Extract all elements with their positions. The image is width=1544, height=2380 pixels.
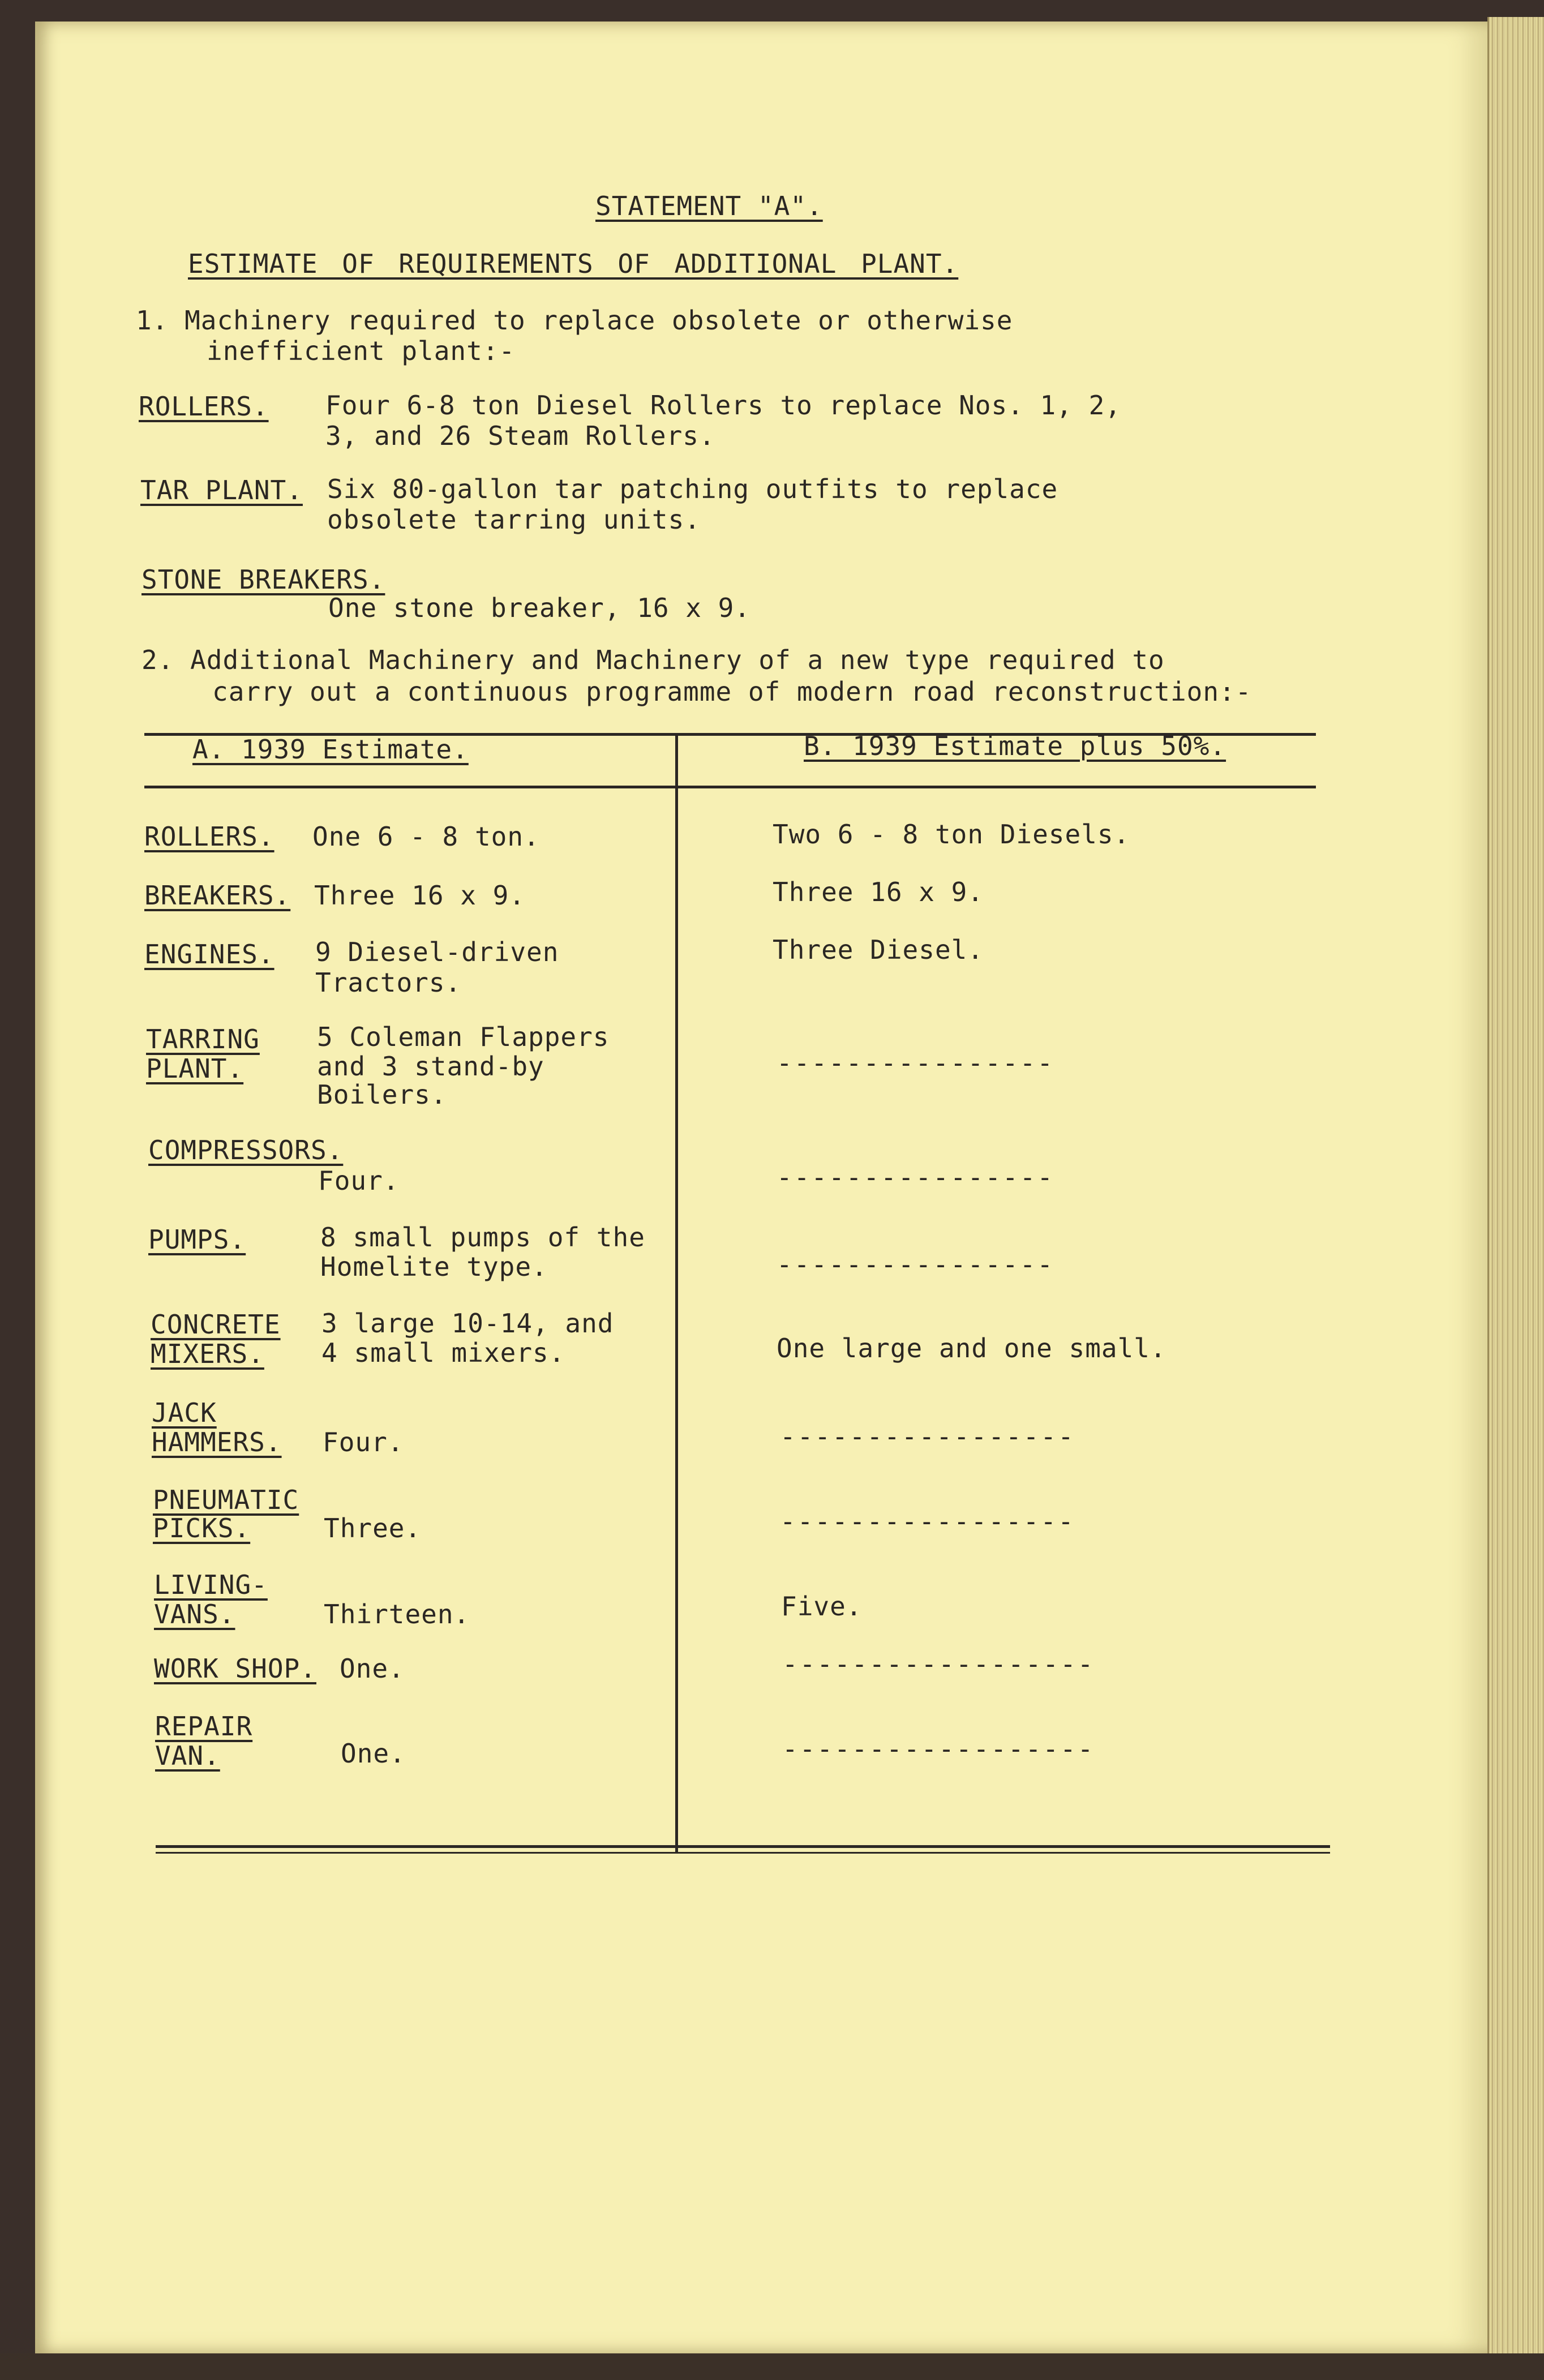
section1-tar-plant-line2: obsolete tarring units. <box>327 504 701 535</box>
row-label-line2: HAMMERS. <box>152 1427 282 1457</box>
row-b-value: Three Diesel. <box>773 934 984 965</box>
row-b-value: ----------------- <box>780 1421 1075 1452</box>
document-page <box>35 22 1487 2353</box>
document-title: STATEMENT "A". <box>595 191 823 221</box>
row-b-value: ---------------- <box>777 1048 1055 1078</box>
row-a-line1: 5 Coleman Flappers <box>317 1022 610 1052</box>
row-a-line1: One. <box>340 1653 405 1684</box>
row-a-line1: One 6 - 8 ton. <box>312 821 540 852</box>
row-a-line1: 3 large 10-14, and <box>321 1308 614 1339</box>
background-strip <box>0 2353 1544 2380</box>
row-b-value: ---------------- <box>777 1162 1055 1193</box>
table-bottom-rule-1 <box>156 1845 1330 1848</box>
row-a-line3: Boilers. <box>317 1079 447 1110</box>
row-label: BREAKERS. <box>144 880 291 911</box>
row-b-value: Three 16 x 9. <box>773 877 984 907</box>
section1-label-rollers: ROLLERS. <box>139 391 269 422</box>
row-a-line1: Four. <box>323 1427 404 1457</box>
row-a-line1: One. <box>341 1738 406 1769</box>
row-a-line2: Homelite type. <box>320 1251 548 1282</box>
row-label: WORK SHOP. <box>154 1653 316 1684</box>
row-label-line2: VAN. <box>155 1740 220 1771</box>
row-label: PNEUMATIC <box>153 1485 299 1515</box>
section2-heading-line2: carry out a continuous programme of modern road reconstruction:- <box>212 676 1252 707</box>
table-column-divider <box>675 735 678 1852</box>
section1-rollers-line1: Four 6-8 ton Diesel Rollers to replace Nos. 1, 2, <box>325 390 1122 421</box>
table-bottom-rule-2 <box>156 1852 1330 1854</box>
row-a-line2: and 3 stand-by <box>317 1051 544 1082</box>
row-label-line2: PICKS. <box>153 1513 251 1543</box>
section1-tar-plant-line1: Six 80-gallon tar patching outfits to replace <box>327 474 1058 504</box>
section1-rollers-line2: 3, and 26 Steam Rollers. <box>325 421 715 451</box>
row-label: JACK <box>152 1397 217 1428</box>
column-a-header: A. 1939 Estimate. <box>192 734 469 765</box>
section1-stone-breakers-line1: One stone breaker, 16 x 9. <box>328 593 751 623</box>
row-a-line1: 8 small pumps of the <box>320 1222 645 1253</box>
section1-label-stone-breakers: STONE BREAKERS. <box>141 564 385 595</box>
row-a-line1: Three 16 x 9. <box>314 880 526 911</box>
row-label: CONCRETE <box>151 1309 281 1340</box>
section1-heading-line2: inefficient plant:- <box>207 336 516 366</box>
row-label: REPAIR <box>155 1711 253 1742</box>
row-a-line1: Four. <box>318 1165 400 1196</box>
book-page-edges <box>1487 17 1544 2360</box>
row-label: ENGINES. <box>144 939 275 970</box>
row-b-value: One large and one small. <box>777 1333 1166 1363</box>
row-label-line2: VANS. <box>154 1599 235 1629</box>
row-label: TARRING <box>146 1024 260 1054</box>
row-label: LIVING- <box>154 1569 268 1600</box>
row-b-value: ------------------ <box>782 1734 1095 1764</box>
row-b-value: Five. <box>781 1591 863 1622</box>
section2-heading-line1: 2. Additional Machinery and Machinery of a new type required to <box>141 645 1165 675</box>
section1-label-tar-plant: TAR PLANT. <box>140 475 303 505</box>
row-a-line1: Three. <box>324 1513 422 1543</box>
row-label: COMPRESSORS. <box>148 1135 344 1165</box>
row-a-line2: Tractors. <box>315 967 462 998</box>
row-b-value: ---------------- <box>777 1249 1055 1280</box>
row-b-value: Two 6 - 8 ton Diesels. <box>773 819 1130 850</box>
row-label: PUMPS. <box>148 1224 246 1255</box>
document-subtitle: ESTIMATE OF REQUIREMENTS OF ADDITIONAL PLANT. <box>188 248 959 279</box>
section1-heading-line1: 1. Machinery required to replace obsolete or otherwise <box>136 305 1013 336</box>
row-label: ROLLERS. <box>144 821 275 852</box>
row-b-value: ----------------- <box>780 1506 1075 1537</box>
row-a-line2: 4 small mixers. <box>321 1337 565 1368</box>
row-label-line2: MIXERS. <box>151 1339 264 1369</box>
row-a-line1: 9 Diesel-driven <box>315 937 559 967</box>
column-b-header: B. 1939 Estimate plus 50%. <box>804 731 1226 761</box>
row-a-line1: Thirteen. <box>324 1599 470 1629</box>
row-b-value: ------------------ <box>782 1649 1095 1679</box>
table-header-rule <box>144 786 1316 788</box>
row-label-line2: PLANT. <box>146 1053 244 1084</box>
